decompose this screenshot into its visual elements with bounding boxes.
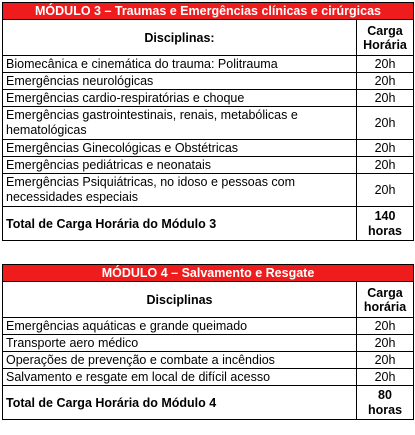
discipline-hours: 20h xyxy=(357,335,414,352)
module-3-hours-header xyxy=(357,20,414,56)
discipline-hours: 20h xyxy=(357,318,414,335)
discipline-name: Emergências aquáticas e grande queimado xyxy=(3,318,357,335)
module-4-hours-header xyxy=(357,282,414,318)
hours-header-line2: Horária xyxy=(363,37,407,52)
total-row xyxy=(3,207,414,241)
discipline-hours: 20h xyxy=(357,174,414,207)
table-row xyxy=(3,90,414,107)
hours-header-line1: Carga xyxy=(367,23,403,38)
discipline-hours: 20h xyxy=(357,157,414,174)
total-hours-unit: horas xyxy=(367,223,403,238)
discipline-name: Emergências Ginecológicas e Obstétricas xyxy=(3,140,357,157)
module-4-table xyxy=(2,264,414,420)
module-4-total-hours xyxy=(357,386,414,420)
discipline-name: Biomecânica e cinemática do trauma: Politrauma xyxy=(3,56,357,73)
discipline-name: Emergências cardio-respiratórias e choque xyxy=(3,90,357,107)
module-3-discipline-header: Disciplinas: xyxy=(3,20,357,56)
discipline-hours: 20h xyxy=(357,56,414,73)
total-hours-value: 80 xyxy=(378,387,392,402)
discipline-name: Emergências neurológicas xyxy=(3,73,357,90)
table-row xyxy=(3,56,414,73)
hours-header-line1: Carga xyxy=(367,285,403,300)
discipline-hours: 20h xyxy=(357,140,414,157)
discipline-hours: 20h xyxy=(357,73,414,90)
discipline-hours: 20h xyxy=(357,352,414,369)
table-row xyxy=(3,352,414,369)
discipline-name: Emergências pediátricas e neonatais xyxy=(3,157,357,174)
table-row xyxy=(3,157,414,174)
module-3-table xyxy=(2,2,414,241)
module-4-total-label: Total de Carga Horária do Módulo 4 xyxy=(3,386,357,420)
table-row xyxy=(3,318,414,335)
discipline-hours: 20h xyxy=(357,107,414,140)
module-3-total-label: Total de Carga Horária do Módulo 3 xyxy=(3,207,357,241)
module-3-title: MÓDULO 3 – Traumas e Emergências clínicas e cirúrgicas xyxy=(3,3,414,20)
table-row xyxy=(3,140,414,157)
total-hours-unit: horas xyxy=(367,402,403,417)
module-3-total-hours xyxy=(357,207,414,241)
table-row xyxy=(3,174,414,207)
table-row xyxy=(3,107,414,140)
total-hours-value: 140 xyxy=(374,208,396,223)
table-row xyxy=(3,73,414,90)
total-row xyxy=(3,386,414,420)
discipline-name: Transporte aero médico xyxy=(3,335,357,352)
discipline-name: Operações de prevenção e combate a incêndios xyxy=(3,352,357,369)
discipline-hours: 20h xyxy=(357,90,414,107)
discipline-name: Emergências Psiquiátricas, no idoso e pessoas com necessidades especiais xyxy=(3,174,357,207)
table-row xyxy=(3,369,414,386)
module-4-discipline-header: Disciplinas xyxy=(3,282,357,318)
hours-header-line2: horária xyxy=(363,299,407,314)
discipline-name: Salvamento e resgate em local de difícil acesso xyxy=(3,369,357,386)
discipline-hours: 20h xyxy=(357,369,414,386)
discipline-name: Emergências gastrointestinais, renais, metabólicas e hematológicas xyxy=(3,107,357,140)
table-row xyxy=(3,335,414,352)
module-4-title: MÓDULO 4 – Salvamento e Resgate xyxy=(3,265,414,282)
